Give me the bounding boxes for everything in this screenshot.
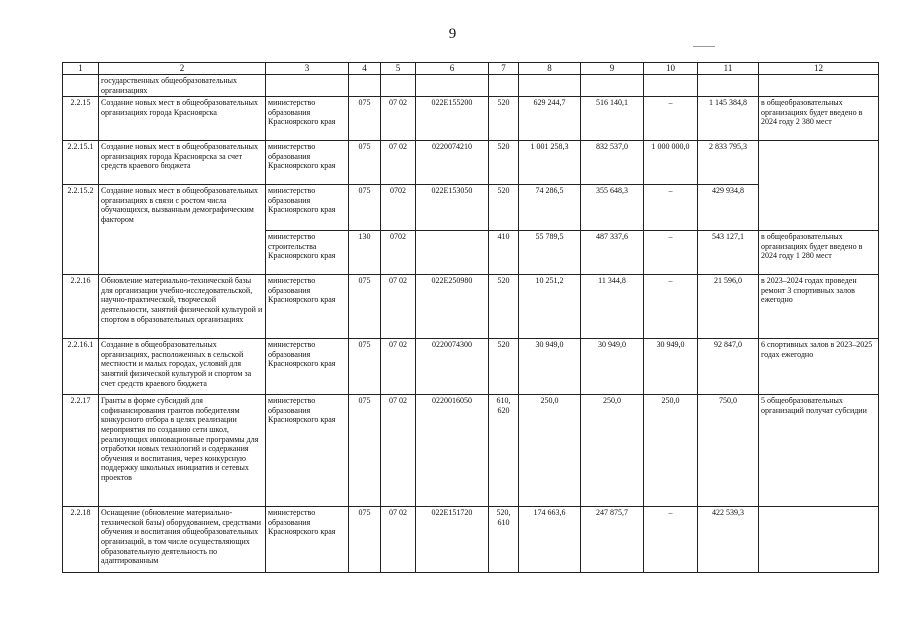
table-row	[63, 339, 879, 395]
cell-result	[759, 141, 879, 231]
cell-y2024: 30 949,0	[581, 339, 644, 395]
column-header: 9	[581, 63, 644, 75]
column-header: 5	[381, 63, 416, 75]
cell-csr: 022Е153050	[416, 185, 489, 231]
cell-y2025: –	[644, 275, 698, 339]
cell-ministry: министерство образования Красноярского края	[266, 507, 349, 573]
cell-name: Обновление материально-технической базы для организации учебно-исследовательской, научно-практической, творческой деятельности, занятий физической культурой и спортом в образовательных организациях	[99, 275, 266, 339]
cell-ministry: министерство образования Красноярского края	[266, 395, 349, 507]
cell-num: 2.2.16	[63, 275, 99, 339]
cell-y2023	[519, 75, 581, 97]
column-header: 11	[698, 63, 759, 75]
cell-num	[63, 75, 99, 97]
cell-total	[698, 75, 759, 97]
cell-total: 422 539,3	[698, 507, 759, 573]
cell-csr: 022Е155200	[416, 97, 489, 141]
cell-rzpr	[381, 75, 416, 97]
cell-vr: 610, 620	[489, 395, 519, 507]
column-header: 7	[489, 63, 519, 75]
cell-name: Создание новых мест в общеобразовательных организациях в связи с ростом числа обучающихся, вызванным демографическим фактором	[99, 185, 266, 275]
cell-vr: 520	[489, 185, 519, 231]
table-row	[63, 275, 879, 339]
cell-y2024: 247 875,7	[581, 507, 644, 573]
cell-grbs: 075	[349, 185, 381, 231]
cell-total: 1 145 384,8	[698, 97, 759, 141]
cell-vr: 410	[489, 231, 519, 275]
cell-grbs: 075	[349, 507, 381, 573]
cell-name: Создание новых мест в общеобразовательных организациях города Красноярска за счет средств краевого бюджета	[99, 141, 266, 185]
cell-y2025: –	[644, 97, 698, 141]
cell-y2023: 55 789,5	[519, 231, 581, 275]
column-header: 3	[266, 63, 349, 75]
cell-y2025	[644, 75, 698, 97]
table-row	[63, 507, 879, 573]
cell-grbs: 130	[349, 231, 381, 275]
table-row	[63, 395, 879, 507]
cell-rzpr: 07 02	[381, 395, 416, 507]
column-header: 12	[759, 63, 879, 75]
cell-result: в общеобразовательных организациях будет введено в 2024 году 1 280 мест	[759, 231, 879, 275]
cell-num: 2.2.16.1	[63, 339, 99, 395]
cell-vr: 520	[489, 339, 519, 395]
cell-name: Оснащение (обновление материально-технической базы) оборудованием, средствами обучения и воспитания общеобразовательных организаций, в том числе осуществляющих образовательную деятельность по адаптированным	[99, 507, 266, 573]
cell-y2024: 355 648,3	[581, 185, 644, 231]
cell-grbs: 075	[349, 97, 381, 141]
column-header: 4	[349, 63, 381, 75]
cell-ministry: министерство образования Красноярского края	[266, 97, 349, 141]
column-header: 1	[63, 63, 99, 75]
cell-vr: 520	[489, 141, 519, 185]
cell-y2023: 250,0	[519, 395, 581, 507]
scan-mark	[693, 46, 715, 47]
column-header-row	[63, 63, 879, 75]
cell-y2023: 1 001 258,3	[519, 141, 581, 185]
cell-name: Гранты в форме субсидий для софинансирования грантов победителям конкурсного отбора в целях реализации мероприятия по созданию сети школ, реализующих инновационные программы для отработки новых технологий и содержания обучения и воспитания, через конкурсную поддержку школьных инициатив и сетевых проектов	[99, 395, 266, 507]
cell-total: 429 934,8	[698, 185, 759, 231]
column-header: 10	[644, 63, 698, 75]
cell-result: 5 общеобразовательных организаций получат субсидии	[759, 395, 879, 507]
cell-total: 21 596,0	[698, 275, 759, 339]
cell-y2023: 629 244,7	[519, 97, 581, 141]
table-row	[63, 185, 879, 231]
cell-num: 2.2.17	[63, 395, 99, 507]
cell-ministry: министерство образования Красноярского края	[266, 141, 349, 185]
cell-ministry	[266, 75, 349, 97]
cell-grbs: 075	[349, 339, 381, 395]
cell-rzpr: 07 02	[381, 141, 416, 185]
cell-result: 6 спортивных залов в 2023–2025 годах ежегодно	[759, 339, 879, 395]
cell-csr: 022Е250980	[416, 275, 489, 339]
page-number: 9	[448, 26, 457, 42]
cell-name: Создание в общеобразовательных организациях, расположенных в сельской местности и малых городах, условий для занятий физической культурой и спортом за счет средств краевого бюджета	[99, 339, 266, 395]
cell-num: 2.2.15.1	[63, 141, 99, 185]
cell-ministry: министерство строительства Красноярского края	[266, 231, 349, 275]
column-header: 6	[416, 63, 489, 75]
cell-result: в 2023–2024 годах проведен ремонт 3 спортивных залов ежегодно	[759, 275, 879, 339]
cell-csr: 0220074210	[416, 141, 489, 185]
cell-total: 2 833 795,3	[698, 141, 759, 185]
cell-ministry: министерство образования Красноярского края	[266, 339, 349, 395]
table-row	[63, 75, 879, 97]
cell-result: в общеобразовательных организациях будет введено в 2024 году 2 380 мест	[759, 97, 879, 141]
cell-grbs: 075	[349, 141, 381, 185]
cell-total: 543 127,1	[698, 231, 759, 275]
cell-y2024	[581, 75, 644, 97]
cell-vr: 520, 610	[489, 507, 519, 573]
cell-rzpr: 0702	[381, 185, 416, 231]
cell-y2023: 74 286,5	[519, 185, 581, 231]
cell-num: 2.2.15.2	[63, 185, 99, 275]
cell-name: государственных общеобразовательных организациях	[99, 75, 266, 97]
cell-y2024: 11 344,8	[581, 275, 644, 339]
table-row	[63, 141, 879, 185]
column-header: 2	[99, 63, 266, 75]
cell-y2025: 30 949,0	[644, 339, 698, 395]
cell-rzpr: 07 02	[381, 507, 416, 573]
cell-y2023: 30 949,0	[519, 339, 581, 395]
cell-vr	[489, 75, 519, 97]
cell-total: 92 847,0	[698, 339, 759, 395]
column-header: 8	[519, 63, 581, 75]
cell-csr	[416, 75, 489, 97]
cell-total: 750,0	[698, 395, 759, 507]
cell-name: Создание новых мест в общеобразовательных организациях города Красноярска	[99, 97, 266, 141]
cell-rzpr: 07 02	[381, 275, 416, 339]
cell-grbs: 075	[349, 395, 381, 507]
cell-result	[759, 507, 879, 573]
cell-num: 2.2.18	[63, 507, 99, 573]
cell-y2024: 832 537,0	[581, 141, 644, 185]
cell-csr: 0220074300	[416, 339, 489, 395]
cell-y2024: 516 140,1	[581, 97, 644, 141]
cell-csr	[416, 231, 489, 275]
cell-rzpr: 0702	[381, 231, 416, 275]
cell-num: 2.2.15	[63, 97, 99, 141]
cell-y2024: 250,0	[581, 395, 644, 507]
cell-rzpr: 07 02	[381, 339, 416, 395]
cell-result	[759, 75, 879, 97]
cell-grbs	[349, 75, 381, 97]
cell-y2024: 487 337,6	[581, 231, 644, 275]
cell-ministry: министерство образования Красноярского края	[266, 185, 349, 231]
cell-vr: 520	[489, 275, 519, 339]
cell-y2025: –	[644, 185, 698, 231]
cell-y2023: 10 251,2	[519, 275, 581, 339]
cell-csr: 0220016050	[416, 395, 489, 507]
cell-y2025: 1 000 000,0	[644, 141, 698, 185]
cell-y2025: –	[644, 231, 698, 275]
cell-ministry: министерство образования Красноярского края	[266, 275, 349, 339]
table-row	[63, 97, 879, 141]
cell-y2023: 174 663,6	[519, 507, 581, 573]
cell-y2025: 250,0	[644, 395, 698, 507]
program-activities-table	[62, 62, 879, 573]
cell-vr: 520	[489, 97, 519, 141]
cell-rzpr: 07 02	[381, 97, 416, 141]
cell-csr: 022Е151720	[416, 507, 489, 573]
cell-y2025: –	[644, 507, 698, 573]
cell-grbs: 075	[349, 275, 381, 339]
